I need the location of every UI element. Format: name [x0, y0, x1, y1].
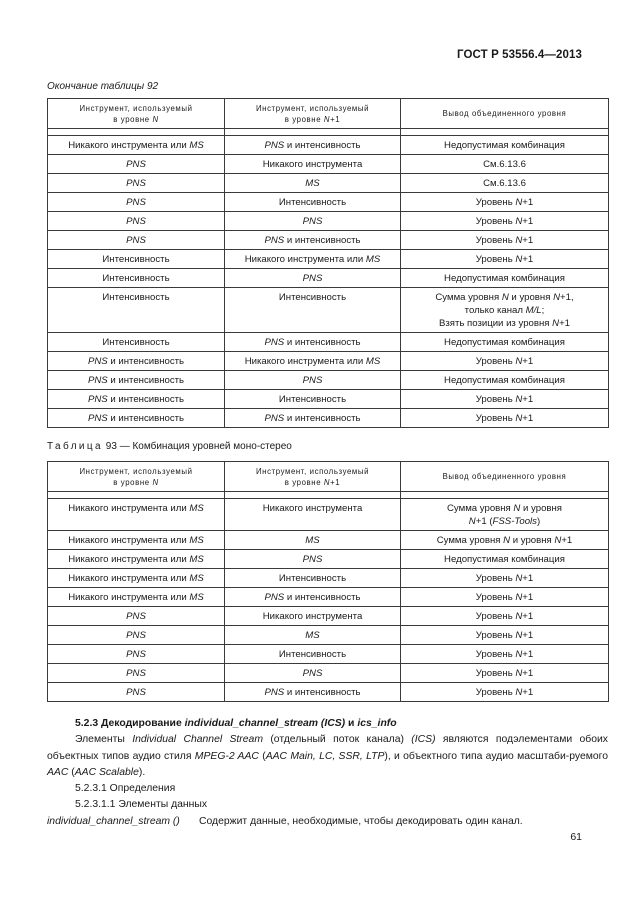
table-cell: Уровень N+1 — [401, 664, 609, 683]
table-cell: Никакого инструмента или MS — [48, 569, 225, 588]
table-cell: Никакого инструмента или MS — [225, 250, 401, 269]
column-header: Инструмент, используемый в уровне N+1 — [225, 462, 401, 492]
section-title-and: и — [345, 718, 358, 729]
table93-caption-prefix: Таблица — [47, 441, 104, 452]
table-cell: Уровень N+1 — [401, 231, 609, 250]
table-cell: Уровень N+1 — [401, 683, 609, 702]
section-title-term-ics: individual_channel_stream (ICS) — [184, 718, 346, 729]
table-cell: См.6.13.6 — [401, 174, 609, 193]
header-row — [48, 99, 609, 129]
section-5-2-3 — [47, 716, 608, 830]
table-cell: См.6.13.6 — [401, 155, 609, 174]
definition-term: individual_channel_stream () — [47, 815, 180, 827]
table-cell: Никакого инструмента — [225, 499, 401, 531]
table-row — [48, 390, 609, 409]
table-cell: MS — [225, 531, 401, 550]
table-cell: PNS и интенсивность — [48, 352, 225, 371]
column-header: Инструмент, используемый в уровне N+1 — [225, 99, 401, 129]
table-cell: PNS — [48, 645, 225, 664]
table-row — [48, 588, 609, 607]
table-cell: Недопустимая комбинация — [401, 136, 609, 155]
table-row — [48, 269, 609, 288]
table-row — [48, 531, 609, 550]
table-cell: PNS — [48, 212, 225, 231]
table-row — [48, 409, 609, 428]
table-cell: Уровень N+1 — [401, 607, 609, 626]
table-cell: Никакого инструмента или MS — [48, 499, 225, 531]
table-row — [48, 569, 609, 588]
table-row — [48, 193, 609, 212]
document-id: ГОСТ Р 53556.4—2013 — [457, 49, 582, 61]
table-cell: PNS и интенсивность — [225, 231, 401, 250]
header-row — [48, 462, 609, 492]
table-row — [48, 288, 609, 333]
table-cell: PNS — [225, 269, 401, 288]
table-cell: PNS и интенсивность — [48, 390, 225, 409]
table-cell: PNS — [48, 193, 225, 212]
header-gap — [48, 492, 609, 499]
table93-caption — [47, 441, 292, 452]
column-header: Инструмент, используемый в уровне N — [48, 462, 225, 492]
table-cell: PNS и интенсивность — [225, 409, 401, 428]
table-cell: Интенсивность — [225, 193, 401, 212]
table-row — [48, 683, 609, 702]
table-row — [48, 664, 609, 683]
table92-caption: Окончание таблицы 92 — [47, 81, 159, 92]
table-cell: Интенсивность — [225, 390, 401, 409]
header-gap — [48, 129, 609, 136]
table-row — [48, 626, 609, 645]
table-row — [48, 212, 609, 231]
table-row — [48, 333, 609, 352]
table-row — [48, 174, 609, 193]
table-cell: Уровень N+1 — [401, 390, 609, 409]
table-cell: Уровень N+1 — [401, 569, 609, 588]
definition-text: Содержит данные, необходимые, чтобы декодировать один канал. — [199, 815, 523, 827]
table-cell: Уровень N+1 — [401, 626, 609, 645]
table-cell: Недопустимая комбинация — [401, 333, 609, 352]
table-cell: Никакого инструмента или MS — [48, 588, 225, 607]
table-cell: Интенсивность — [225, 569, 401, 588]
table-cell: PNS — [48, 155, 225, 174]
section-title-number: 5.2.3 Декодирование — [75, 718, 185, 729]
table-cell: Сумма уровня N и уровня N+1 (FSS-Tools) — [401, 499, 609, 531]
table-cell: PNS — [48, 683, 225, 702]
table-cell: Уровень N+1 — [401, 645, 609, 664]
table-row — [48, 371, 609, 390]
table-cell: PNS — [225, 212, 401, 231]
table-cell: Сумма уровня N и уровня N+1 — [401, 531, 609, 550]
table-cell: PNS и интенсивность — [48, 371, 225, 390]
table-cell: PNS — [48, 607, 225, 626]
column-header: Вывод объединенного уровня — [401, 99, 609, 129]
table-cell: MS — [225, 626, 401, 645]
table-cell: Уровень N+1 — [401, 250, 609, 269]
definition-entry — [47, 814, 608, 830]
table-cell: Уровень N+1 — [401, 352, 609, 371]
table-cell: PNS и интенсивность — [48, 409, 225, 428]
table-cell: PNS — [48, 664, 225, 683]
table-cell: Интенсивность — [48, 250, 225, 269]
table-cell: Недопустимая комбинация — [401, 550, 609, 569]
table-cell: Интенсивность — [225, 288, 401, 333]
table-93 — [47, 461, 609, 702]
table-cell: PNS — [225, 664, 401, 683]
table-cell: PNS — [48, 626, 225, 645]
section-title-term-ics-info: ics_info — [357, 718, 397, 729]
table-cell: Интенсивность — [48, 269, 225, 288]
table-row — [48, 155, 609, 174]
table-cell: PNS — [225, 550, 401, 569]
table-row — [48, 231, 609, 250]
table-row — [48, 550, 609, 569]
table-row — [48, 645, 609, 664]
section-paragraph: Элементы Individual Channel Stream (отдельный поток канала) (ICS) являются подэлементами обоих объектных типов аудио стиля MPEG-2 AAC (AAC Main, LC, SSR, LTP), и объектного типа аудио масштаби-руемого AAC (AAC Scalable). — [47, 734, 608, 778]
table-row — [48, 136, 609, 155]
table-cell: PNS и интенсивность — [225, 136, 401, 155]
table-cell: PNS и интенсивность — [225, 333, 401, 352]
table-cell: Недопустимая комбинация — [401, 371, 609, 390]
table-cell: Интенсивность — [48, 288, 225, 333]
table-cell: PNS и интенсивность — [225, 683, 401, 702]
table-cell: Уровень N+1 — [401, 212, 609, 231]
table-row — [48, 250, 609, 269]
column-header: Вывод объединенного уровня — [401, 462, 609, 492]
table93-caption-text: 93 — Комбинация уровней моно-стерео — [103, 441, 292, 452]
subsection-definitions: 5.2.3.1 Определения — [75, 783, 176, 795]
page-number: 61 — [570, 831, 582, 843]
table-cell: Никакого инструмента или MS — [225, 352, 401, 371]
table-cell: PNS — [48, 231, 225, 250]
table-cell: Никакого инструмента — [225, 155, 401, 174]
section-title — [47, 716, 608, 732]
table-cell: Уровень N+1 — [401, 588, 609, 607]
table-row — [48, 607, 609, 626]
table-cell: MS — [225, 174, 401, 193]
table-row — [48, 352, 609, 371]
subsection-data-elements: 5.2.3.1.1 Элементы данных — [75, 799, 208, 811]
table-cell: Интенсивность — [225, 645, 401, 664]
table-cell: Интенсивность — [48, 333, 225, 352]
table-cell: Никакого инструмента — [225, 607, 401, 626]
table-cell: Никакого инструмента или MS — [48, 550, 225, 569]
table-cell: Сумма уровня N и уровня N+1, только канал M/L; Взять позиции из уровня N+1 — [401, 288, 609, 333]
table-row — [48, 499, 609, 531]
table-cell: Недопустимая комбинация — [401, 269, 609, 288]
table-cell: Никакого инструмента или MS — [48, 531, 225, 550]
table-cell: Никакого инструмента или MS — [48, 136, 225, 155]
table-cell: PNS — [225, 371, 401, 390]
column-header: Инструмент, используемый в уровне N — [48, 99, 225, 129]
table-cell: PNS и интенсивность — [225, 588, 401, 607]
table-cell: Уровень N+1 — [401, 193, 609, 212]
table-cell: Уровень N+1 — [401, 409, 609, 428]
table-cell: PNS — [48, 174, 225, 193]
table-92 — [47, 98, 609, 428]
